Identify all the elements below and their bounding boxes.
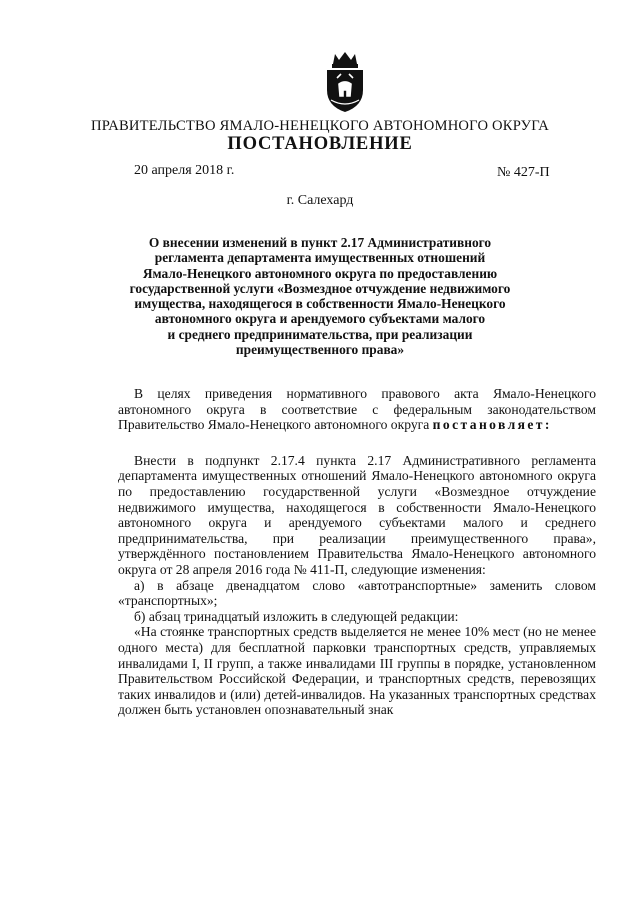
title-line: и среднего предпринимательства, при реализации <box>167 326 473 342</box>
title-line: имущества, находящегося в собственности Ямало-Ненецкого <box>134 296 506 312</box>
paragraph-main: Внести в подпункт 2.17.4 пункта 2.17 Административного регламента департамента имущественных отношений Ямало-Ненецкого автономного округа по предоставлению государственной услуги «Возмездное отчуждение недвижимого имущества, находящегося в собственности Ямало-Ненецкого автономного округа и арендуемого субъектами малого и среднего предпринимательства, при реализации преимущественного права», утверждённого постановлением Правительства Ямало-Ненецкого автономного округа от 28 апреля 2016 года № 411-П, следующие изменения: <box>118 452 596 577</box>
paragraph-new-text: «На стоянке транспортных средств выделяется не менее 10% мест (но не менее одного места) для бесплатной парковки транспортных средств, управляемых инвалидами I, II групп, а также инвалидами III группы в порядке, установленном Правительством Российской Федерации, и транспортных средств, перевозящих таких инвалидов и (или) детей-инвалидов. На указанных транспортных средствах должен быть установлен опознавательный знак <box>118 624 596 718</box>
title-line: О внесении изменений в пункт 2.17 Административного <box>148 235 492 250</box>
document-date: 20 апреля 2018 г. <box>134 163 235 178</box>
title-line: автономного округа и арендуемого субъектами малого <box>154 311 486 327</box>
preamble-text: В целях приведения нормативного правового акта Ямало-Ненецкого автономного округа в соответствие с федеральным законодательством Правительство Ямало-Ненецкого автономного округа <box>118 386 596 433</box>
preamble-paragraph <box>118 386 596 433</box>
document-city: г. Салехард <box>286 193 354 208</box>
title-line: Ямало-Ненецкого автономного округа по предоставлению <box>142 265 498 281</box>
document-title <box>120 235 520 357</box>
government-name: ПРАВИТЕЛЬСТВО ЯМАЛО-НЕНЕЦКОГО АВТОНОМНОГО ОКРУГА <box>91 118 549 134</box>
coat-of-arms-icon <box>323 50 367 114</box>
title-line: регламента департамента имущественных отношений <box>154 250 486 266</box>
paragraph-item-b: б) абзац тринадцатый изложить в следующей редакции: <box>134 608 459 624</box>
resolution-verb: постановляет: <box>432 417 552 433</box>
document-type: ПОСТАНОВЛЕНИЕ <box>227 134 413 154</box>
title-line: преимущественного права» <box>235 342 405 358</box>
paragraph-item-a: а) в абзаце двенадцатом слово «автотранспортные» заменить словом «транспортных»; <box>118 577 596 609</box>
document-body <box>118 386 596 718</box>
title-line: государственной услуги «Возмездное отчуждение недвижимого <box>129 280 511 296</box>
document-number: № 427-П <box>497 165 550 180</box>
